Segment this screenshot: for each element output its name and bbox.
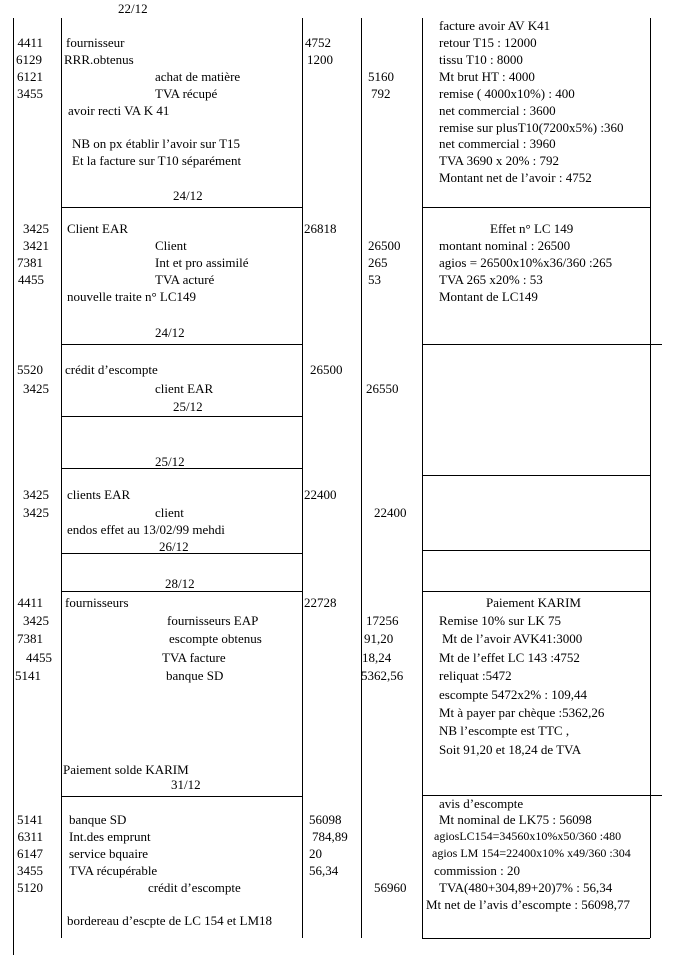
- entry-line: clients EAR: [67, 487, 131, 502]
- account-number: 4411: [17, 35, 43, 50]
- entry-line: crédit d’escompte: [65, 362, 158, 377]
- debit-amount: 26818: [304, 221, 337, 236]
- calculation-note: avis d’escompte: [439, 796, 524, 811]
- calculation-note: tissu T10 : 8000: [439, 52, 523, 67]
- account-number: 3421: [23, 238, 49, 253]
- notes-column-rule-right: [650, 18, 651, 938]
- calculation-note: Mt à payer par chèque :5362,26: [439, 705, 605, 720]
- calculation-note: escompte 5472x2% : 109,44: [439, 687, 588, 702]
- account-number: 3425: [23, 487, 49, 502]
- account-number: 6121: [17, 69, 43, 84]
- calculation-note: TVA 3690 x 20% : 792: [439, 153, 560, 168]
- account-number: 3455: [17, 86, 43, 101]
- separator: [422, 344, 662, 345]
- entry-line: TVA facture: [162, 650, 226, 665]
- entry-line: client: [155, 505, 184, 520]
- calculation-note: Montant net de l’avoir : 4752: [439, 170, 592, 185]
- calculation-note: agios = 26500x10%x36/360 :265: [439, 255, 613, 270]
- credit-amount: 265: [368, 255, 388, 270]
- credit-amount: 5160: [368, 69, 394, 84]
- notes-column-rule-left: [422, 18, 423, 938]
- credit-amount: 792: [371, 86, 391, 101]
- calculation-note: TVA(480+304,89+20)7% : 56,34: [439, 880, 613, 895]
- entry-line: bordereau d’escpte de LC 154 et LM18: [67, 913, 273, 928]
- calculation-note: Soit 91,20 et 18,24 de TVA: [439, 742, 582, 757]
- credit-amount: 18,24: [362, 650, 392, 665]
- description-column-rule-right: [302, 18, 303, 938]
- separator: [422, 550, 650, 551]
- credit-amount: 17256: [366, 613, 399, 628]
- entry-line: RRR.obtenus: [64, 52, 134, 67]
- separator: [422, 475, 650, 476]
- debit-amount: 4752: [305, 35, 331, 50]
- entry-line: fournisseur: [66, 35, 125, 50]
- entry-date: 24/12: [173, 188, 203, 203]
- account-number: 5520: [17, 362, 43, 377]
- entry-line: banque SD: [69, 812, 127, 827]
- entry-line: TVA récupérable: [69, 863, 158, 878]
- debit-amount: 26500: [310, 362, 343, 377]
- entry-line: Int et pro assimilé: [155, 255, 249, 270]
- separator: [422, 591, 650, 592]
- separator: [61, 207, 302, 208]
- credit-column-rule: [361, 18, 362, 938]
- separator: [61, 416, 302, 417]
- credit-amount: 91,20: [364, 631, 394, 646]
- entry-line: endos effet au 13/02/99 mehdi: [67, 522, 225, 537]
- calculation-note: Mt nominal de LK75 : 56098: [439, 812, 592, 827]
- account-number: 3425: [23, 381, 49, 396]
- separator: [422, 207, 650, 208]
- entry-date: 31/12: [171, 777, 201, 792]
- calculation-note: Remise 10% sur LK 75: [439, 613, 562, 628]
- entry-line: achat de matière: [155, 69, 241, 84]
- entry-date: 22/12: [118, 1, 148, 16]
- account-number: 5120: [17, 880, 43, 895]
- calculation-note: agios LM 154=22400x10% x49/360 :304: [432, 846, 631, 860]
- calculation-note: net commercial : 3600: [439, 103, 556, 118]
- calculation-note: NB l’escompte est TTC ,: [439, 723, 570, 738]
- entry-line: Client EAR: [67, 221, 129, 236]
- entry-line: banque SD: [166, 668, 224, 683]
- calculation-note: remise sur plusT10(7200x5%) :360: [439, 120, 624, 135]
- calculation-note: facture avoir AV K41: [439, 18, 551, 33]
- entry-line: escompte obtenus: [169, 631, 262, 646]
- account-number: 4411: [17, 595, 43, 610]
- separator: [61, 591, 302, 592]
- account-number: 4455: [26, 650, 52, 665]
- calculation-note: Mt net de l’avis d’escompte : 56098,77: [426, 897, 630, 912]
- separator: [422, 938, 650, 939]
- account-number: 7381: [17, 255, 43, 270]
- credit-amount: 22400: [374, 505, 407, 520]
- entry-date: 26/12: [159, 539, 189, 554]
- debit-amount: 22400: [304, 487, 337, 502]
- entry-line: crédit d’escompte: [148, 880, 241, 895]
- entry-date: 24/12: [155, 325, 185, 340]
- debit-amount: 56098: [309, 812, 342, 827]
- debit-amount: 784,89: [312, 829, 348, 844]
- entry-line: NB on px établir l’avoir sur T15: [72, 136, 241, 151]
- separator: [61, 344, 302, 345]
- entry-date: 25/12: [155, 454, 185, 469]
- entry-line: Client: [155, 238, 187, 253]
- entry-line: avoir recti VA K 41: [68, 103, 170, 118]
- entry-line: TVA récupé: [155, 86, 218, 101]
- calculation-note: Effet n° LC 149: [490, 221, 574, 236]
- credit-amount: 56960: [374, 880, 407, 895]
- entry-line: service bquaire: [69, 846, 149, 861]
- account-number: 6129: [16, 52, 42, 67]
- separator: [61, 796, 302, 797]
- account-number: 5141: [17, 812, 43, 827]
- calculation-note: Montant de LC149: [439, 289, 538, 304]
- entry-line: Paiement solde KARIM: [63, 762, 189, 777]
- account-number: 3425: [23, 221, 49, 236]
- calculation-note: commission : 20: [434, 863, 520, 878]
- calculation-note: Mt de l’effet LC 143 :4752: [439, 650, 580, 665]
- account-number: 3425: [23, 613, 49, 628]
- account-number: 4455: [18, 272, 44, 287]
- credit-amount: 26550: [366, 381, 399, 396]
- calculation-note: agiosLC154=34560x10%x50/360 :480: [434, 829, 622, 843]
- account-number: 6311: [17, 829, 43, 844]
- calculation-note: retour T15 : 12000: [439, 35, 537, 50]
- calculation-note: Paiement KARIM: [486, 595, 581, 610]
- entry-line: client EAR: [155, 381, 214, 396]
- entry-line: TVA acturé: [155, 272, 215, 287]
- debit-amount: 20: [309, 846, 322, 861]
- account-number: 5141: [15, 668, 41, 683]
- credit-amount: 5362,56: [361, 668, 404, 683]
- account-number: 6147: [17, 846, 43, 861]
- calculation-note: net commercial : 3960: [439, 136, 556, 151]
- calculation-note: remise ( 4000x10%) : 400: [439, 86, 575, 101]
- calculation-note: Mt de l’avoir AVK41:3000: [442, 631, 583, 646]
- description-column-rule-left: [61, 18, 62, 938]
- calculation-note: Mt brut HT : 4000: [439, 69, 535, 84]
- entry-line: fournisseurs: [65, 595, 129, 610]
- calculation-note: reliquat :5472: [439, 668, 512, 683]
- entry-line: fournisseurs EAP: [167, 613, 259, 628]
- entry-line: nouvelle traite n° LC149: [67, 289, 197, 304]
- account-number: 3425: [23, 505, 49, 520]
- debit-amount: 1200: [307, 52, 333, 67]
- entry-date: 28/12: [165, 576, 195, 591]
- credit-amount: 53: [368, 272, 381, 287]
- account-number: 7381: [17, 631, 43, 646]
- calculation-note: montant nominal : 26500: [439, 238, 571, 253]
- account-number: 3455: [17, 863, 43, 878]
- debit-amount: 56,34: [309, 863, 339, 878]
- calculation-note: TVA 265 x20% : 53: [439, 272, 543, 287]
- entry-line: Et la facture sur T10 séparément: [72, 153, 242, 168]
- entry-date: 25/12: [173, 399, 203, 414]
- entry-line: Int.des emprunt: [69, 829, 151, 844]
- debit-amount: 22728: [304, 595, 337, 610]
- credit-amount: 26500: [368, 238, 401, 253]
